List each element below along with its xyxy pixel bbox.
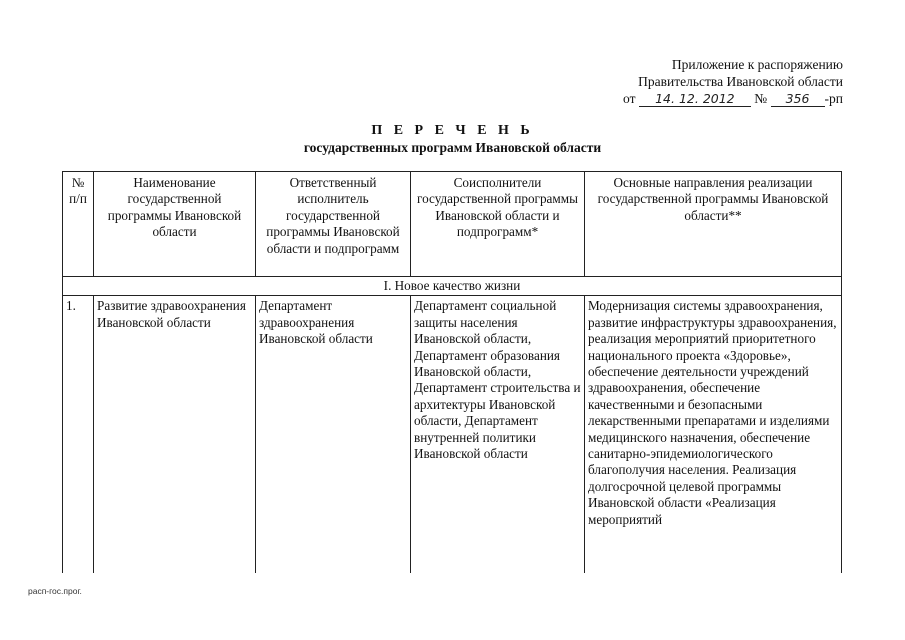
row-number: 1. <box>63 296 94 574</box>
document-subtitle: государственных программ Ивановской области <box>303 140 602 155</box>
handwritten-date: 14. 12. 2012 <box>639 92 751 107</box>
header-directions: Основные направления реализации государственной программы Ивановской области** <box>585 172 842 277</box>
handwritten-number: 356 <box>771 92 825 107</box>
appendix-date-number-line <box>623 90 843 107</box>
header-responsible: Ответственный исполнитель государственной программы Ивановской области и подпрограмм <box>256 172 411 277</box>
header-coexecutors: Соисполнители государственной программы Ивановской области и подпрограмм* <box>411 172 585 277</box>
header-program-name: Наименование государственной программы Ивановской области <box>94 172 256 277</box>
section-title: I. Новое качество жизни <box>63 277 842 296</box>
number-suffix: -рп <box>824 91 843 106</box>
section-row <box>63 277 842 296</box>
row-program-name: Развитие здравоохранения Ивановской области <box>94 296 256 574</box>
row-responsible: Департамент здравоохранения Ивановской области <box>256 296 411 574</box>
footer-file-code: расп-гос.прог. <box>28 586 82 596</box>
row-directions: Модернизация системы здравоохранения, развитие инфраструктуры здравоохранения, реализация мероприятий приоритетного национального проекта «Здоровье», обеспечение деятельности учреждений здравоохранения, обеспечение качественными и безопасными лекарственными препаратами и изделиями медицинского назначения, обеспечение санитарно-эпидемиологического благополучия населения. Реализация долгосрочной целевой программы Ивановской области «Реализация мероприятий <box>585 296 842 574</box>
appendix-line-2: Правительства Ивановской области <box>638 74 843 89</box>
appendix-line-1: Приложение к распоряжению <box>671 57 843 72</box>
table-row <box>63 296 842 574</box>
programs-table <box>62 171 842 573</box>
row-coexecutors: Департамент социальной защиты населения Ивановской области, Департамент образования Ивановской области, Департамент строительства и архитектуры Ивановской области, Департамент внутренней политики Ивановской области <box>411 296 585 574</box>
table-header-row <box>63 172 842 277</box>
number-sign: № <box>754 91 768 106</box>
header-number: № п/п <box>63 172 94 277</box>
date-prefix: от <box>623 91 636 106</box>
appendix-reference <box>623 56 843 107</box>
document-title: П Е Р Е Ч Е Н Ь <box>371 123 534 138</box>
